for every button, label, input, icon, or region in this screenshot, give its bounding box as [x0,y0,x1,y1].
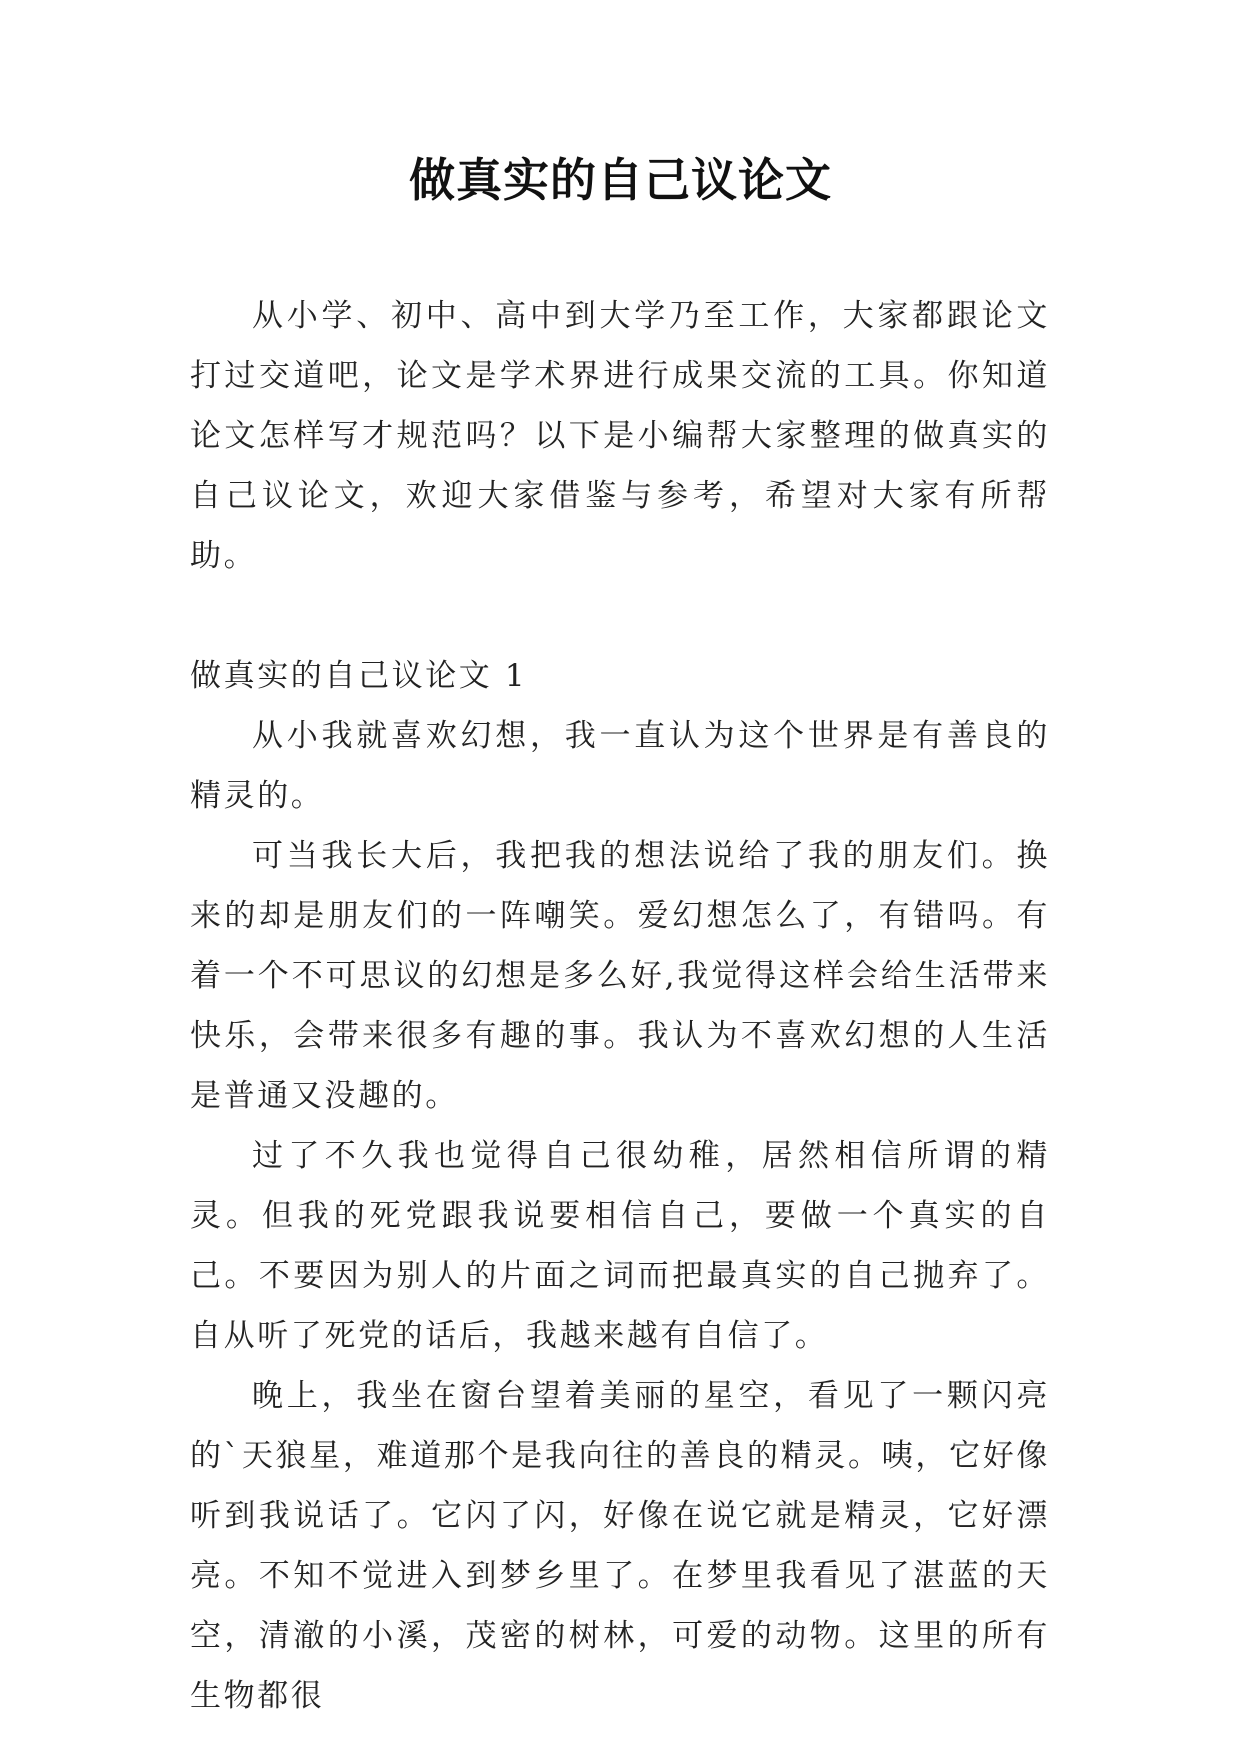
body-paragraph-4: 晚上，我坐在窗台望着美丽的星空，看见了一颗闪亮的`天狼星，难道那个是我向往的善良的精灵。咦，它好像听到我说话了。它闪了闪，好像在说它就是精灵，它好漂亮。不知不觉进入到梦乡里了。在梦里我看见了湛蓝的天空，清澈的小溪，茂密的树林，可爱的动物。这里的所有生物都很 [190,1378,1050,1714]
section-heading: 做真实的自己议论文 1 [190,658,528,694]
body-paragraph-1: 从小我就喜欢幻想，我一直认为这个世界是有善良的精灵的。 [190,718,1050,814]
body-paragraph-2: 可当我长大后，我把我的想法说给了我的朋友们。换来的却是朋友们的一阵嘲笑。爱幻想怎么了，有错吗。有着一个不可思议的幻想是多么好,我觉得这样会给生活带来快乐，会带来很多有趣的事。我认为不喜欢幻想的人生活是普通又没趣的。 [190,838,1050,1114]
document-body [190,286,1050,1726]
intro-paragraph: 从小学、初中、高中到大学乃至工作，大家都跟论文打过交道吧，论文是学术界进行成果交流的工具。你知道论文怎样写才规范吗？以下是小编帮大家整理的做真实的自己议论文，欢迎大家借鉴与参考，希望对大家有所帮助。 [190,298,1050,574]
document-title: 做真实的自己议论文 [409,153,832,207]
body-paragraph-3: 过了不久我也觉得自己很幼稚，居然相信所谓的精灵。但我的死党跟我说要相信自己，要做一个真实的自己。不要因为别人的片面之词而把最真实的自己抛弃了。自从听了死党的话后，我越来越有自信了。 [190,1138,1050,1354]
